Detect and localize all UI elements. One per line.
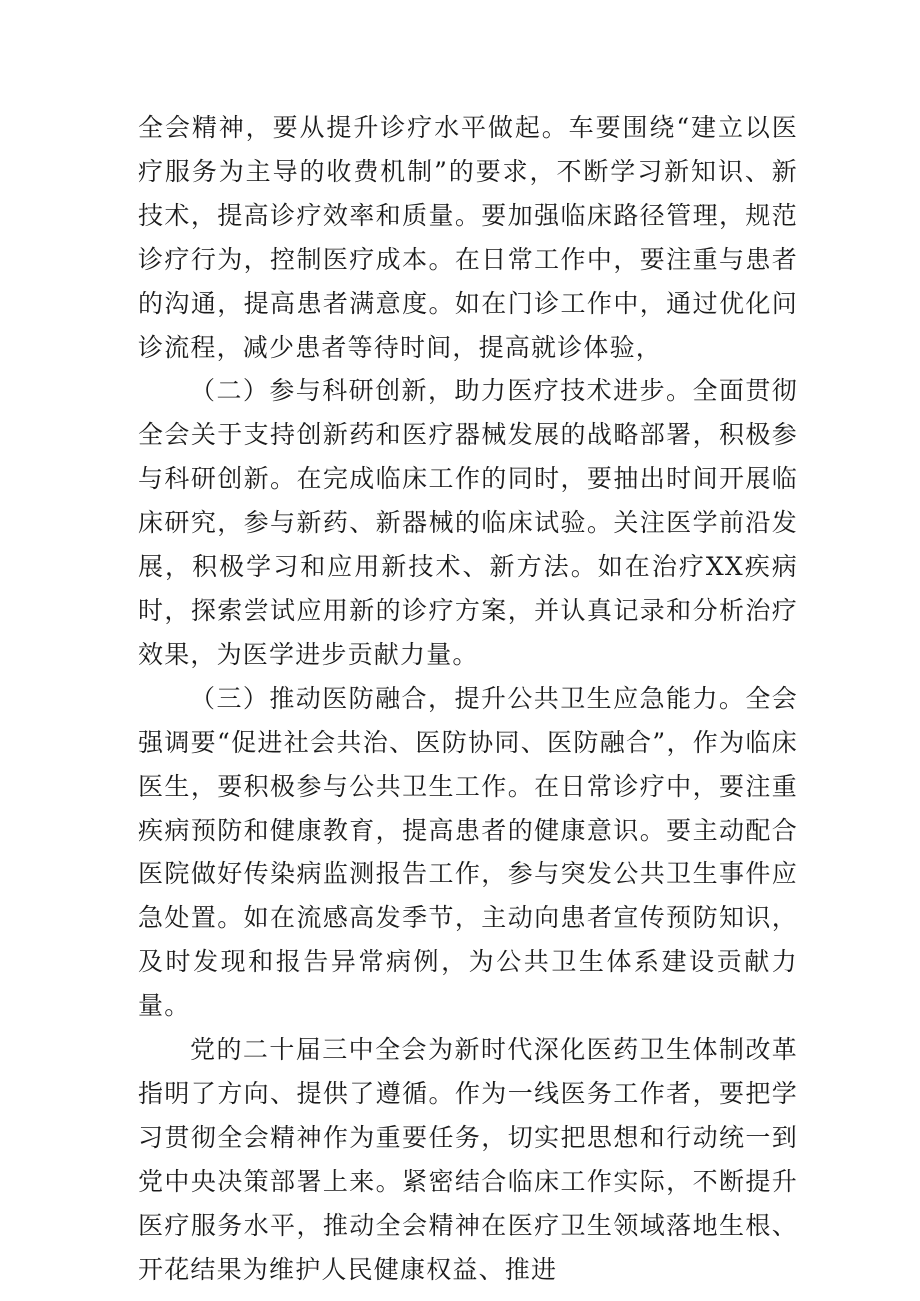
document-body	[138, 106, 798, 1291]
paragraph-3: （三）推动医防融合，提升公共卫生应急能力。全会强调要“促进社会共治、医防协同、医防融合”，作为临床医生，要积极参与公共卫生工作。在日常诊疗中，要注重疾病预防和健康教育，提高患者的健康意识。要主动配合医院做好传染病监测报告工作，参与突发公共卫生事件应急处置。如在流感高发季节，主动向患者宣传预防知识，及时发现和报告异常病例，为公共卫生体系建设贡献力量。	[138, 683, 798, 1021]
paragraph-4: 党的二十届三中全会为新时代深化医药卫生体制改革指明了方向、提供了遵循。作为一线医务工作者，要把学习贯彻全会精神作为重要任务，切实把思想和行动统一到党中央决策部署上来。紧密结合临床工作实际，不断提升医疗服务水平，推动全会精神在医疗卫生领域落地生根、开花结果为维护人民健康权益、推进	[138, 1035, 798, 1284]
paragraph-2: （二）参与科研创新，助力医疗技术进步。全面贯彻全会关于支持创新药和医疗器械发展的战略部署，积极参与科研创新。在完成临床工作的同时，要抽出时间开展临床研究，参与新药、新器械的临床试验。关注医学前沿发展，积极学习和应用新技术、新方法。如在治疗XX疾病时，探索尝试应用新的诊疗方案，并认真记录和分析治疗效果，为医学进步贡献力量。	[138, 376, 798, 669]
paragraph-1: 全会精神，要从提升诊疗水平做起。车要围绕“建立以医疗服务为主导的收费机制”的要求，不断学习新知识、新技术，提高诊疗效率和质量。要加强临床路径管理，规范诊疗行为，控制医疗成本。在日常工作中，要注重与患者的沟通，提高患者满意度。如在门诊工作中，通过优化问诊流程，减少患者等待时间，提高就诊体验，	[138, 113, 798, 362]
